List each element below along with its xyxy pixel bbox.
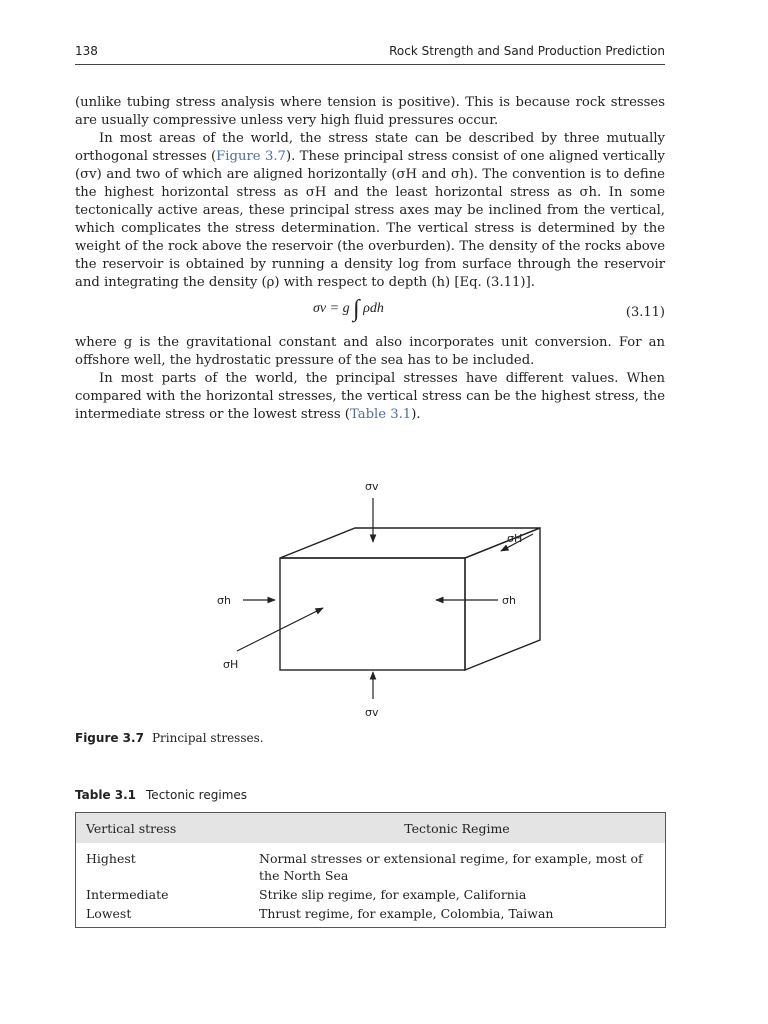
- body-text: [75, 94, 665, 424]
- header-rule: [75, 64, 665, 65]
- table-row: [76, 843, 666, 885]
- equation-3-11: [75, 292, 665, 334]
- table-header-row: [76, 813, 666, 844]
- paragraph-3: where g is the gravitational constant and also incorporates unit conversion. For an offshore well, the hydrostatic pressure of the sea has to be included.: [75, 335, 665, 368]
- page-number: 138: [75, 44, 98, 58]
- label-sigma-h-right: σh: [502, 594, 516, 607]
- label-sigma-h-left: σh: [217, 594, 231, 607]
- table-row: [76, 904, 666, 928]
- equation-number: (3.11): [625, 305, 665, 320]
- running-title: Rock Strength and Sand Production Prediction: [389, 44, 665, 58]
- table-cell: Strike slip regime, for example, California: [259, 887, 527, 902]
- tectonic-regimes-table: [75, 812, 666, 928]
- paragraph-4: In most parts of the world, the principal stresses have different values. When compared with the horizontal stresses, the vertical stress can be the highest stress, the intermediate stress or the lowest stress (Table 3.1).: [75, 371, 665, 422]
- label-sigma-H-left: σH: [223, 658, 239, 671]
- paragraph-1: (unlike tubing stress analysis where tension is positive). This is because rock stresses are usually compressive unless very high fluid pressures occur.: [75, 95, 665, 128]
- table-cell: Normal stresses or extensional regime, for example, most of the North Sea: [259, 851, 643, 883]
- table-cell: Highest: [86, 851, 136, 866]
- figure-caption-text: Principal stresses.: [151, 731, 264, 745]
- figure-caption-label: Figure 3.7: [75, 731, 144, 745]
- figure-caption: [75, 731, 264, 746]
- label-sigma-H-right: σH: [507, 532, 523, 545]
- equation-lhs: σv = g: [313, 301, 350, 317]
- column-header-vertical-stress: Vertical stress: [76, 813, 250, 844]
- table-reference-link[interactable]: Table 3.1: [349, 407, 412, 422]
- column-header-tectonic-regime: Tectonic Regime: [249, 813, 666, 844]
- cube: [280, 528, 540, 670]
- table-caption: [75, 788, 247, 802]
- table-row: [76, 885, 666, 904]
- table-cell: Lowest: [86, 906, 132, 921]
- integral-sign: ∫: [353, 296, 360, 322]
- label-sigma-v-bottom: σv: [365, 706, 379, 719]
- table-caption-label: Table 3.1: [75, 788, 137, 802]
- table-caption-text: Tectonic regimes: [146, 788, 248, 802]
- figure-reference-link[interactable]: Figure 3.7: [216, 149, 286, 164]
- label-sigma-v-top: σv: [365, 480, 379, 493]
- table-cell: Thrust regime, for example, Colombia, Taiwan: [259, 906, 554, 921]
- equation-rhs: ρdh: [363, 301, 384, 317]
- cube-front-face: [280, 558, 465, 670]
- paragraph-2: In most areas of the world, the stress state can be described by three mutually orthogonal stresses (Figure 3.7). These principal stress consist of one aligned vertically (σv) and two of which are aligned horizontally (σH and σh). The convention is to define the highest horizontal stress as σH and the least horizontal stress as σh. In some tectonically active areas, these principal stress axes may be inclined from the vertical, which complicates the stress determination. The vertical stress is determined by the weight of the rock above the reservoir (the overburden). The density of the rocks above the reservoir is obtained by running a density log from surface through the reservoir and integrating the density (ρ) with respect to depth (h) [Eq. (3.11)].: [75, 131, 665, 290]
- running-header: [75, 44, 665, 64]
- table-cell: Intermediate: [86, 887, 169, 902]
- principal-stress-diagram: [75, 468, 665, 728]
